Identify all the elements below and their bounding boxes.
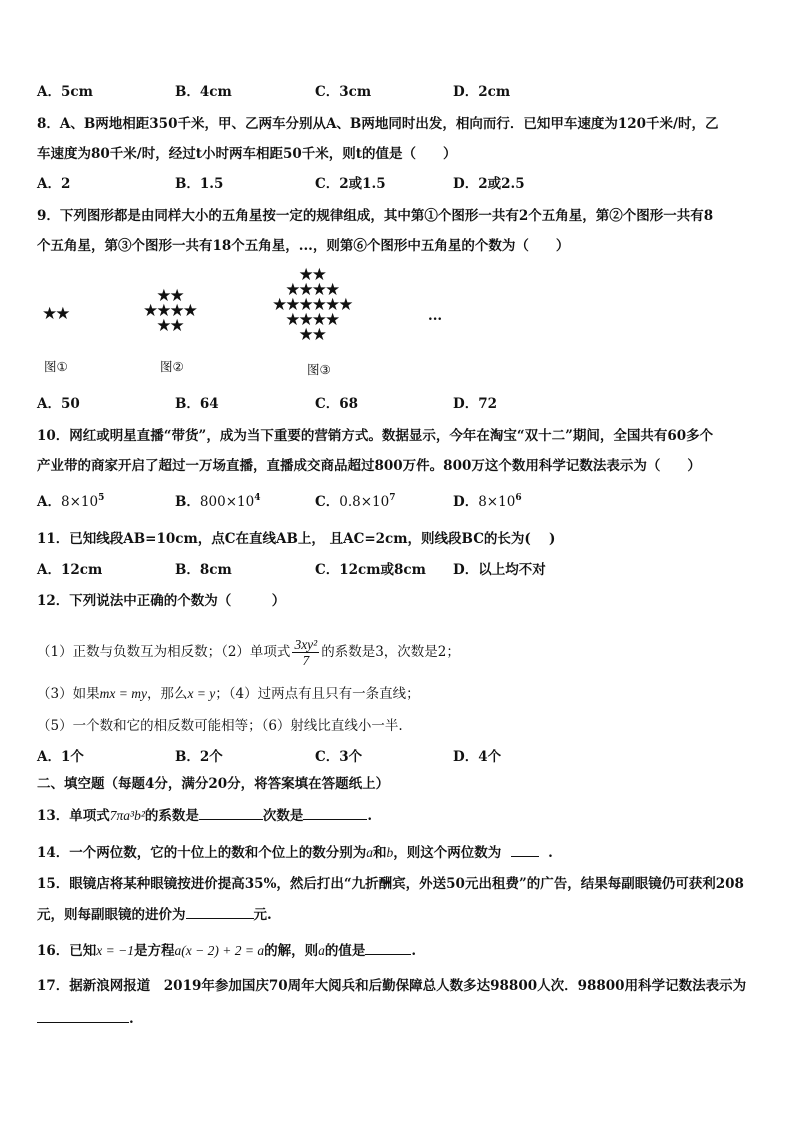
q12-text: 12．下列说法中正确的个数为（ ）	[37, 593, 286, 609]
q16-prefix: 16．已知	[37, 943, 97, 959]
q17-text-line2	[37, 1008, 134, 1029]
q10-option-b-value: 800×10	[199, 494, 255, 510]
q8-text-line2: 车速度为80千米/时，经过t小时两车相距50千米，则t的值是（ ）	[37, 146, 457, 162]
q16-var-a: a	[318, 943, 325, 958]
q9-option-d: D．72	[453, 396, 497, 412]
q10-option-b-label: B．	[175, 494, 200, 510]
q16-middle: 是方程	[134, 943, 175, 959]
q10-text-line1: 10．网红或明星直播“带货”，成为当下重要的营销方式。数据显示，今年在淘宝“双十二”期间，全国共有60多个	[37, 428, 714, 444]
q12-option-b: B．2个	[175, 749, 223, 765]
q13-monomial: 7πa³b²	[109, 808, 145, 823]
q12-statement-3-math-1: mx = my	[99, 686, 147, 701]
q10-option-a-exp: 5	[98, 493, 105, 503]
figure-1-caption: 图①	[44, 359, 68, 374]
q10-option-b	[175, 492, 260, 512]
q11-option-d: D．以上均不对	[453, 562, 546, 578]
q12-statement-3-math-2: x = y	[187, 686, 216, 701]
q10-text-line2: 产业带的商家开启了超过一万场直播，直播成交商品超过800万件。800万这个数用科学记数法表示为（ ）	[37, 458, 701, 474]
q17-text-line1: 17．据新浪网报道 2019年参加国庆70周年大阅兵和后勤保障总人数多达98800人次．98800用科学记数法表示为	[37, 978, 747, 994]
q10-option-c-value: 0.8×10	[339, 494, 390, 510]
q15-line2-prefix: 元，则每副眼镜的进价为	[37, 907, 186, 923]
q12-statement-5-6: （5）一个数和它的相反数可能相等；（6）射线比直线小一半.	[37, 718, 403, 734]
q15-text-line1: 15．眼镜店将某种眼镜按进价提高35%，然后打出“九折酬宾，外送50元出租费”的广告，结果每副眼镜仍可获利208	[37, 876, 744, 892]
q14-text	[37, 842, 553, 863]
q17-blank[interactable]	[37, 1008, 129, 1023]
q7-option-a: A．5cm	[37, 84, 93, 100]
q14-var-b: b	[386, 845, 394, 860]
q10-option-c-exp: 7	[389, 493, 396, 503]
q10-option-d-value: 8×10	[478, 494, 516, 510]
q12-statement-1-2	[37, 637, 460, 668]
q12-option-a: A．1个	[37, 749, 84, 765]
q17-end: .	[129, 1011, 134, 1027]
q10-option-d-label: D．	[453, 494, 479, 510]
q16-math-x: x = −1	[96, 943, 135, 958]
q9-option-b: B．64	[175, 396, 219, 412]
q12-option-c: C．3个	[315, 749, 363, 765]
monomial-fraction-denominator: 7	[302, 653, 310, 668]
q12-statement-3-prefix: （3）如果	[37, 686, 100, 702]
figure-2-caption: 图②	[160, 359, 184, 374]
q12-statement-3-4	[37, 684, 420, 704]
q8-text-line1: 8．A、B两地相距350千米，甲、乙两车分别从A、B两地同时出发，相向而行．已知甲车速度为120千米/时，乙	[37, 116, 719, 132]
q14-end: .	[548, 845, 553, 861]
q9-text-line1: 9．下列图形都是由同样大小的五角星按一定的规律组成，其中第①个图形一共有2个五角星，第②个图形一共有8	[37, 208, 714, 224]
q14-suffix: ，则这个两位数为	[393, 845, 502, 861]
q13-text	[37, 805, 372, 826]
q10-option-c-label: C．	[315, 494, 340, 510]
q15-text-line2	[37, 904, 272, 925]
q11-option-a: A．12cm	[37, 562, 103, 578]
monomial-fraction-numerator: 3xy²	[294, 637, 318, 652]
q10-option-a-value: 8×10	[60, 494, 99, 510]
q13-end: .	[367, 808, 373, 824]
q12-statement-3-middle: ，那么	[146, 686, 188, 702]
q10-option-d	[453, 492, 522, 512]
monomial-fraction	[292, 637, 319, 668]
q15-line2-suffix: 元.	[253, 907, 272, 923]
q14-and: 和	[373, 845, 387, 861]
star-figure-1: ★★	[42, 304, 69, 324]
q11-option-b: B．8cm	[175, 562, 232, 578]
q8-option-d: D．2或2.5	[453, 176, 525, 192]
q7-option-c: C．3cm	[315, 84, 372, 100]
q13-middle: 的系数是	[144, 808, 199, 824]
q16-blank[interactable]	[365, 940, 411, 955]
q8-option-c: C．2或1.5	[315, 176, 386, 192]
q8-option-a: A．2	[37, 176, 71, 192]
q13-prefix: 13．单项式	[37, 808, 110, 824]
figure-3-caption: 图③	[307, 362, 331, 377]
figure-ellipsis: ...	[428, 308, 443, 324]
q16-middle-2: 的解，则	[264, 943, 319, 959]
q14-prefix: 14．一个两位数，它的十位上的数和个位上的数分别为	[37, 845, 367, 861]
q7-option-b: B．4cm	[175, 84, 232, 100]
q13-blank-degree[interactable]	[303, 805, 367, 820]
star-figure-3: ★★ ★★★★ ★★★★★★ ★★★★ ★★	[272, 265, 352, 345]
q11-text: 11．已知线段AB=10cm，点C在直线AB上， 且AC=2cm，则线段BC的长为( )	[37, 531, 556, 547]
q10-option-a-label: A．	[37, 494, 61, 510]
q13-middle-2: 次数是	[262, 808, 304, 824]
q7-option-d: D．2cm	[453, 84, 511, 100]
q12-statement-3-4-suffix: ；（4）过两点有且只有一条直线；	[215, 686, 420, 702]
q12-statement-1-2-suffix: 的系数是3，次数是2；	[321, 644, 460, 660]
q9-option-a: A．50	[37, 396, 80, 412]
q9-option-c: C．68	[315, 396, 359, 412]
q16-end: .	[411, 943, 417, 959]
section-heading-fill-in: 二、填空题（每题4分，满分20分，将答案填在答题纸上）	[37, 776, 390, 792]
q13-blank-coefficient[interactable]	[199, 805, 263, 820]
q8-option-b: B．1.5	[175, 176, 224, 192]
q10-option-d-exp: 6	[515, 493, 522, 503]
q11-option-c: C．12cm或8cm	[315, 562, 426, 578]
q12-option-d: D．4个	[453, 749, 502, 765]
q16-text	[37, 940, 416, 961]
q10-option-b-exp: 4	[254, 493, 261, 503]
q15-blank[interactable]	[186, 904, 254, 919]
q16-equation: a(x − 2) + 2 = a	[174, 943, 265, 958]
star-figure-2: ★★ ★★★★ ★★	[143, 286, 196, 336]
q16-suffix: 的值是	[324, 943, 366, 959]
q12-statement-1-2-prefix: （1）正数与负数互为相反数；（2）单项式	[37, 644, 291, 660]
q10-option-a	[37, 492, 104, 512]
q14-var-a: a	[366, 845, 374, 860]
q10-option-c	[315, 492, 395, 512]
q9-text-line2: 个五角星，第③个图形一共有18个五角星，...，则第⑥个图形中五角星的个数为（ ）	[37, 238, 570, 254]
q14-blank[interactable]	[511, 842, 539, 857]
